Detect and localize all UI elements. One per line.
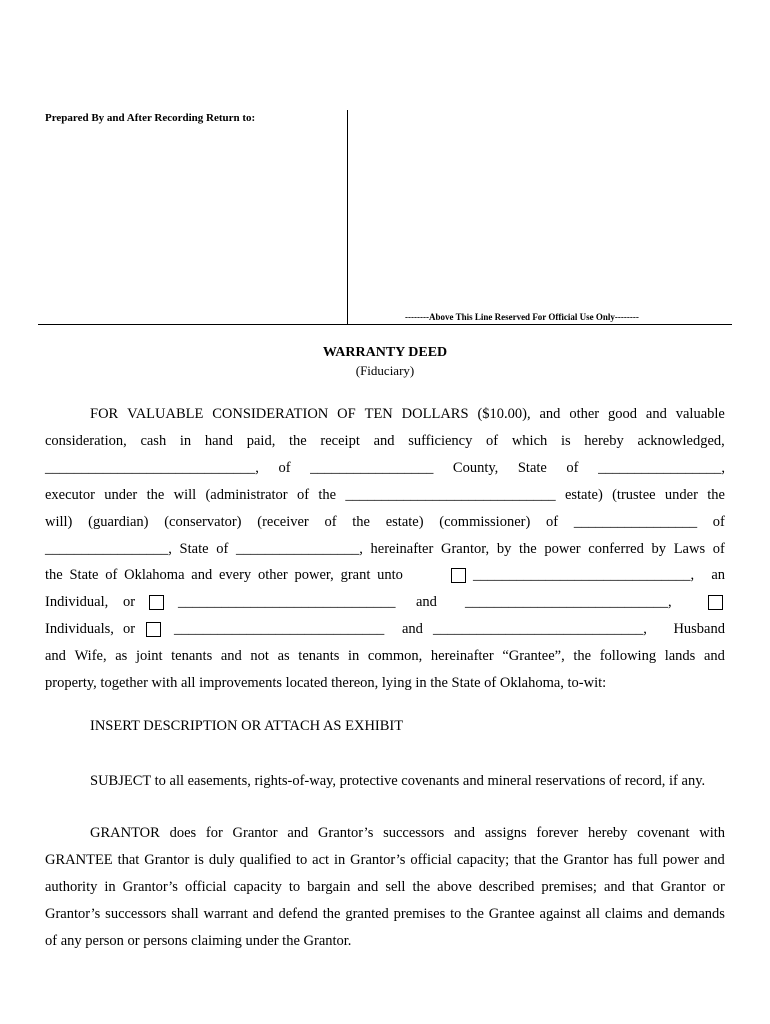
word: claims [604, 906, 643, 922]
word: power [544, 541, 581, 557]
word: Wife, [74, 648, 107, 664]
word: of [712, 514, 725, 530]
word: duly [208, 852, 235, 868]
word: with [699, 825, 725, 841]
word: (commissioner) [439, 514, 531, 530]
word: CONSIDERATION [212, 406, 329, 422]
para1-line-7-blank [473, 566, 725, 584]
para1-line-7-text [45, 566, 403, 584]
individuals-and: and [402, 621, 423, 637]
word: defend [278, 906, 318, 922]
word: to [288, 879, 301, 895]
husband-label: Husband [673, 621, 725, 637]
word: _________________, [45, 541, 172, 557]
deed-title: WARRANTY DEED [322, 345, 448, 360]
word: the [518, 541, 537, 557]
word: Grantor, [441, 541, 490, 557]
word: Grantor [660, 879, 706, 895]
word: ______________________________, [473, 567, 695, 583]
word: above [437, 879, 472, 895]
word: conferred [588, 541, 644, 557]
word: County, [452, 460, 499, 476]
word: and [357, 879, 379, 895]
word: of [566, 460, 579, 476]
word: the [573, 648, 592, 664]
word: DOLLARS [401, 406, 469, 422]
word: of [105, 567, 118, 583]
word: the [540, 852, 559, 868]
word: executor [45, 487, 95, 503]
para1-line-11: property, together with all improvements located thereon, lying in the State of Oklahoma, to-wit: [45, 675, 607, 691]
word: Grantor’s [318, 825, 374, 841]
word: hand [204, 433, 234, 449]
individuals-or: or [123, 621, 136, 637]
word: and [191, 567, 213, 583]
individuals-blank-1: _____________________________ [174, 621, 385, 637]
word: cash [140, 433, 167, 449]
word: assigns [484, 825, 527, 841]
word: hereinafter [370, 541, 434, 557]
individual-or: or [123, 594, 136, 610]
individuals-blank-2: _____________________________, [433, 621, 647, 637]
word: estate) [564, 487, 603, 503]
word: an [711, 567, 725, 583]
word: premises [393, 906, 446, 922]
word: of [278, 460, 291, 476]
word: that [631, 879, 654, 895]
word: for [205, 825, 223, 841]
para1-line-6 [45, 540, 725, 558]
word: and [647, 906, 669, 922]
deed-subtitle: (Fiduciary) [355, 363, 415, 378]
word: shall [171, 906, 199, 922]
word: “Grantee”, [502, 648, 565, 664]
word: against [539, 906, 581, 922]
word: sell [385, 879, 406, 895]
para1-line-3 [45, 459, 725, 477]
individual-blank-1: ______________________________ [178, 594, 396, 610]
word: in [179, 433, 192, 449]
word: in [104, 879, 116, 895]
word: the [146, 487, 165, 503]
word: is [194, 852, 204, 868]
word: of [216, 541, 229, 557]
word: State [179, 541, 209, 557]
word: which [511, 433, 548, 449]
word: and [45, 648, 66, 664]
word: (conservator) [164, 514, 242, 530]
word: other [569, 406, 600, 422]
word: and [703, 648, 725, 664]
word: as [277, 648, 290, 664]
word: _________________ [573, 514, 698, 530]
word: consideration, [45, 433, 127, 449]
word: and [287, 825, 309, 841]
word: capacity; [456, 852, 510, 868]
prepared-by-label: Prepared By and After Recording Return to: [45, 112, 256, 124]
word: to [450, 906, 462, 922]
word: act [312, 852, 330, 868]
word: and [645, 406, 667, 422]
grantee-checkbox-3[interactable] [708, 595, 723, 610]
word: successors [383, 825, 445, 841]
word: capacity [233, 879, 282, 895]
para1-line-1 [90, 405, 725, 423]
word: does [169, 825, 197, 841]
word: Grantor’s [45, 906, 101, 922]
word: that [514, 852, 536, 868]
para1-line-4 [45, 486, 725, 504]
word: (receiver [257, 514, 309, 530]
word: sufficiency [408, 433, 473, 449]
word: _____________________________ [345, 487, 556, 503]
word: Grantor [232, 825, 278, 841]
word: power [662, 852, 699, 868]
individual-and: and [416, 594, 437, 610]
word: (trustee [612, 487, 656, 503]
word: warrant [203, 906, 248, 922]
word: official [410, 852, 452, 868]
word: Grantee [488, 906, 535, 922]
individual-label: Individual, [45, 594, 109, 610]
word: OF [337, 406, 356, 422]
word: of [324, 514, 337, 530]
individual-checkbox[interactable] [149, 595, 164, 610]
word: in [348, 648, 360, 664]
word: FOR [90, 406, 119, 422]
word: full [637, 852, 658, 868]
word: in [333, 852, 346, 868]
word: official [184, 879, 227, 895]
word: under [664, 487, 698, 503]
word: of [712, 541, 725, 557]
word: covenant [637, 825, 690, 841]
word: the [45, 567, 63, 583]
word: and [703, 852, 725, 868]
word: successors [105, 906, 167, 922]
word: authority [45, 879, 98, 895]
word: paid, [246, 433, 276, 449]
word: Laws [673, 541, 706, 557]
word: _________________, [235, 541, 363, 557]
word: the [318, 487, 337, 503]
word: valuable [675, 406, 725, 422]
word: bargain [307, 879, 351, 895]
word: Oklahoma [124, 567, 185, 583]
word: the [289, 433, 307, 449]
insert-description: INSERT DESCRIPTION OR ATTACH AS EXHIBIT [90, 718, 404, 734]
word: of [546, 514, 559, 530]
word: hereby [587, 825, 628, 841]
word: tenants [171, 648, 213, 664]
word: the [412, 879, 431, 895]
word: (administrator [205, 487, 288, 503]
word: joint [135, 648, 163, 664]
header-divider-vertical [347, 110, 348, 325]
word: State [69, 567, 99, 583]
word: described [478, 879, 535, 895]
word: all [585, 906, 600, 922]
individuals-label: Individuals, [45, 621, 114, 637]
word: and [454, 825, 475, 841]
para1-line-5 [45, 513, 725, 531]
word: grant [340, 567, 371, 583]
word: Grantor [144, 852, 190, 868]
word: granted [345, 906, 389, 922]
word: (guardian) [88, 514, 149, 530]
word: State [517, 460, 547, 476]
word: as [115, 648, 128, 664]
word: qualified [239, 852, 292, 868]
word: GRANTOR [90, 825, 160, 841]
word: and [220, 648, 242, 664]
word: is [560, 433, 571, 449]
word: estate) [385, 514, 424, 530]
word: ($10.00), [477, 406, 531, 422]
word: demands [673, 906, 725, 922]
word: will [173, 487, 197, 503]
word: and [603, 879, 625, 895]
word: power, [294, 567, 334, 583]
word: not [250, 648, 269, 664]
word: will) [45, 514, 73, 530]
para1-line-2 [45, 432, 725, 450]
word: following [599, 648, 657, 664]
word: unto [377, 567, 403, 583]
header-divider-horizontal [38, 324, 732, 325]
word: the [352, 514, 370, 530]
word: TEN [364, 406, 393, 422]
individual-blank-2: ____________________________, [465, 594, 672, 610]
word: or [712, 879, 725, 895]
word: that [117, 852, 140, 868]
word: has [613, 852, 633, 868]
word: lands [664, 648, 696, 664]
word: under [104, 487, 138, 503]
word: every [218, 567, 252, 583]
word: hereby [584, 433, 624, 449]
word: _____________________________, [45, 460, 259, 476]
para3-line-3 [45, 878, 725, 896]
word: to [295, 852, 308, 868]
para3-line-2 [45, 851, 725, 869]
word: other [257, 567, 288, 583]
word: good [608, 406, 638, 422]
word: premises; [541, 879, 597, 895]
word: _________________, [598, 460, 725, 476]
word: Grantor’s [122, 879, 178, 895]
para1-line-10 [45, 647, 725, 665]
word: the [466, 906, 484, 922]
word: Grantor [563, 852, 609, 868]
grantee-checkbox-1[interactable] [451, 568, 466, 583]
word: and [539, 406, 561, 422]
word: acknowledged, [637, 433, 725, 449]
word: Grantor’s [350, 852, 406, 868]
word: by [651, 541, 667, 557]
word: receipt [320, 433, 360, 449]
individuals-checkbox[interactable] [146, 622, 161, 637]
word: the [322, 906, 341, 922]
word: VALUABLE [127, 406, 204, 422]
word: and [252, 906, 274, 922]
word: _________________ [310, 460, 434, 476]
word: of [486, 433, 499, 449]
para3-line-4 [45, 905, 725, 923]
word: forever [536, 825, 579, 841]
para3-line-1 [90, 824, 725, 842]
word: common, [367, 648, 423, 664]
word: the [707, 487, 725, 503]
para3-line-5: of any person or persons claiming under the Grantor. [45, 933, 352, 949]
word: of [296, 487, 310, 503]
reserved-line-label: --------Above This Line Reserved For Official Use Only-------- [405, 312, 639, 322]
word: and [373, 433, 395, 449]
word: GRANTEE [45, 852, 113, 868]
word: by [496, 541, 512, 557]
word: tenants [298, 648, 340, 664]
word: hereinafter [430, 648, 494, 664]
subject-clause: SUBJECT to all easements, rights-of-way, protective covenants and mineral reservations of record, if any. [90, 773, 706, 789]
